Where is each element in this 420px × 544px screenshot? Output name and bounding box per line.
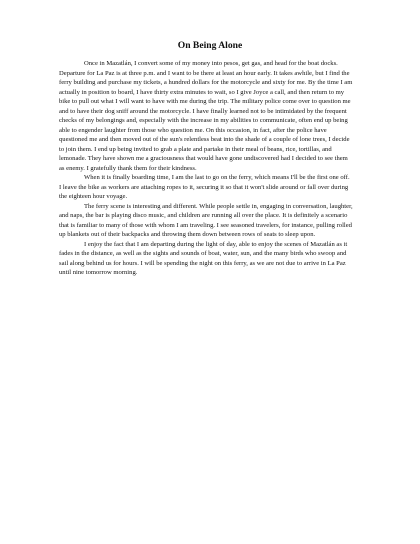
paragraph-4: I enjoy the fact that I am departing during the light of day, able to enjoy the scenes of Mazatlán as it fades in the distance, as well as the sights and sounds of boat, water, sun, and the many birds who swoop and sail along behind us for hours. I will be spending the night on this ferry, as we are not due to arrive in La Paz until nine tomorrow morning. xyxy=(59,240,348,276)
paragraph-1: Once in Mazatlán, I convert some of my money into pesos, get gas, and head for the boat docks. Departure for La Paz is at three p.m. and I want to be there at least an hour early. It takes awhile, but I find the ferry building and purchase my tickets, a hundred dollars for the motorcycle and sixty for me. By the time I am actually in position to board, I have thirty extra minutes to wait, so I give Joyce a call, and then return to my bike to pull out what I will want to have with me during the trip. The military police come over to question me and to have their dog sniff around the motorcycle. I have finally learned not to be intimidated by the frequent checks of my belongings and, especially with the increase in my abilities to communicate, often end up being able to engender laughter from those who question me. On this occasion, in fact, after the police have questioned me and then moved out of the sun's relentless beat into the shade of a couple of lone trees, I decide to join them. I end up being invited to grab a plate and partake in their meal of beans, rice, tortillas, and lemonade. They have shown me a graciousness that would have gone undiscovered had I decided to see them as enemy. I gratefully thank them for their kindness. xyxy=(59,60,353,172)
paragraph-3: The ferry scene is interesting and different. While people settle in, engaging in conversation, laughter, and naps, the bar is playing disco music, and children are running all over the place. It is definitely a scenario that is familiar to many of those with whom I am traveling. I see seasoned travelers, for instance, pulling rolled up blankets out of their backpacks and throwing them down between rows of seats to sleep upon. xyxy=(59,202,353,238)
body-text xyxy=(59,59,353,278)
page-title: On Being Alone xyxy=(177,40,243,51)
paragraph-2: When it is finally boarding time, I am the last to go on the ferry, which means I'll be the first one off. I leave the bike as workers are attaching ropes to it, securing it so that it won't slide around or fall over during the eighteen hour voyage. xyxy=(59,174,350,200)
